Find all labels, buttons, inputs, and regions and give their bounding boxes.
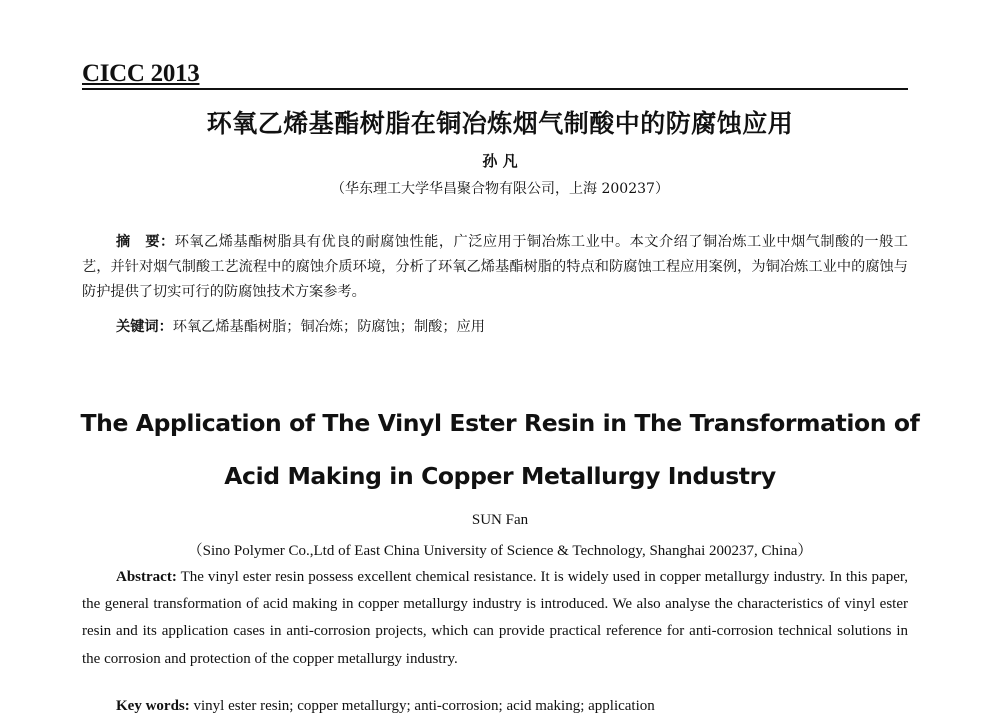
english-affiliation: （Sino Polymer Co.,Ltd of East China University of Science & Technology, Shanghai 200237, China）	[187, 543, 813, 559]
chinese-abstract	[82, 230, 908, 305]
chinese-author: 孙 凡	[482, 152, 518, 170]
english-abstract-label: Abstract:	[116, 569, 177, 585]
chinese-affiliation: （华东理工大学华昌聚合物有限公司，上海 200237）	[331, 181, 669, 197]
chinese-keywords	[116, 316, 485, 336]
english-author: SUN Fan	[471, 512, 529, 528]
english-title-line-2: Acid Making in Copper Metallurgy Industry	[224, 462, 776, 490]
english-title-line-1: The Application of The Vinyl Ester Resin in The Transformation of	[80, 409, 920, 437]
chinese-keywords-label: 关键词：	[116, 319, 173, 335]
chinese-keywords-text: 环氧乙烯基酯树脂；铜冶炼；防腐蚀；制酸；应用	[172, 319, 485, 335]
english-keywords-label: Key words:	[116, 698, 190, 714]
english-abstract-text: The vinyl ester resin possess excellent chemical resistance. It is widely used in copper metallurgy industry. In this paper, the general transformation of acid making in copper metallurgy industry is introduced. We also analyse the characteristics of vinyl ester resin and its application cases in anti-corrosion projects, which can provide practical reference for anti-corrosion technical solutions in the corrosion and protection of the copper metallurgy industry.	[82, 569, 908, 667]
chinese-title: 环氧乙烯基酯树脂在铜冶炼烟气制酸中的防腐蚀应用	[206, 109, 794, 138]
english-keywords	[116, 698, 655, 715]
english-abstract	[82, 564, 908, 673]
chinese-abstract-text: 环氧乙烯基酯树脂具有优良的耐腐蚀性能，广泛应用于铜冶炼工业中。本文介绍了铜冶炼工业中烟气制酸的一般工艺，并针对烟气制酸工艺流程中的腐蚀介质环境，分析了环氧乙烯基酯树脂的特点和防腐蚀工程应用案例，为铜冶炼工业中的腐蚀与防护提供了切实可行的防腐蚀技术方案参考。	[82, 234, 908, 300]
chinese-abstract-label: 摘 要：	[116, 234, 175, 250]
header-rule	[82, 60, 908, 90]
english-keywords-text: vinyl ester resin; copper metallurgy; anti-corrosion; acid making; application	[189, 698, 655, 714]
conference-label: CICC 2013	[82, 60, 200, 87]
